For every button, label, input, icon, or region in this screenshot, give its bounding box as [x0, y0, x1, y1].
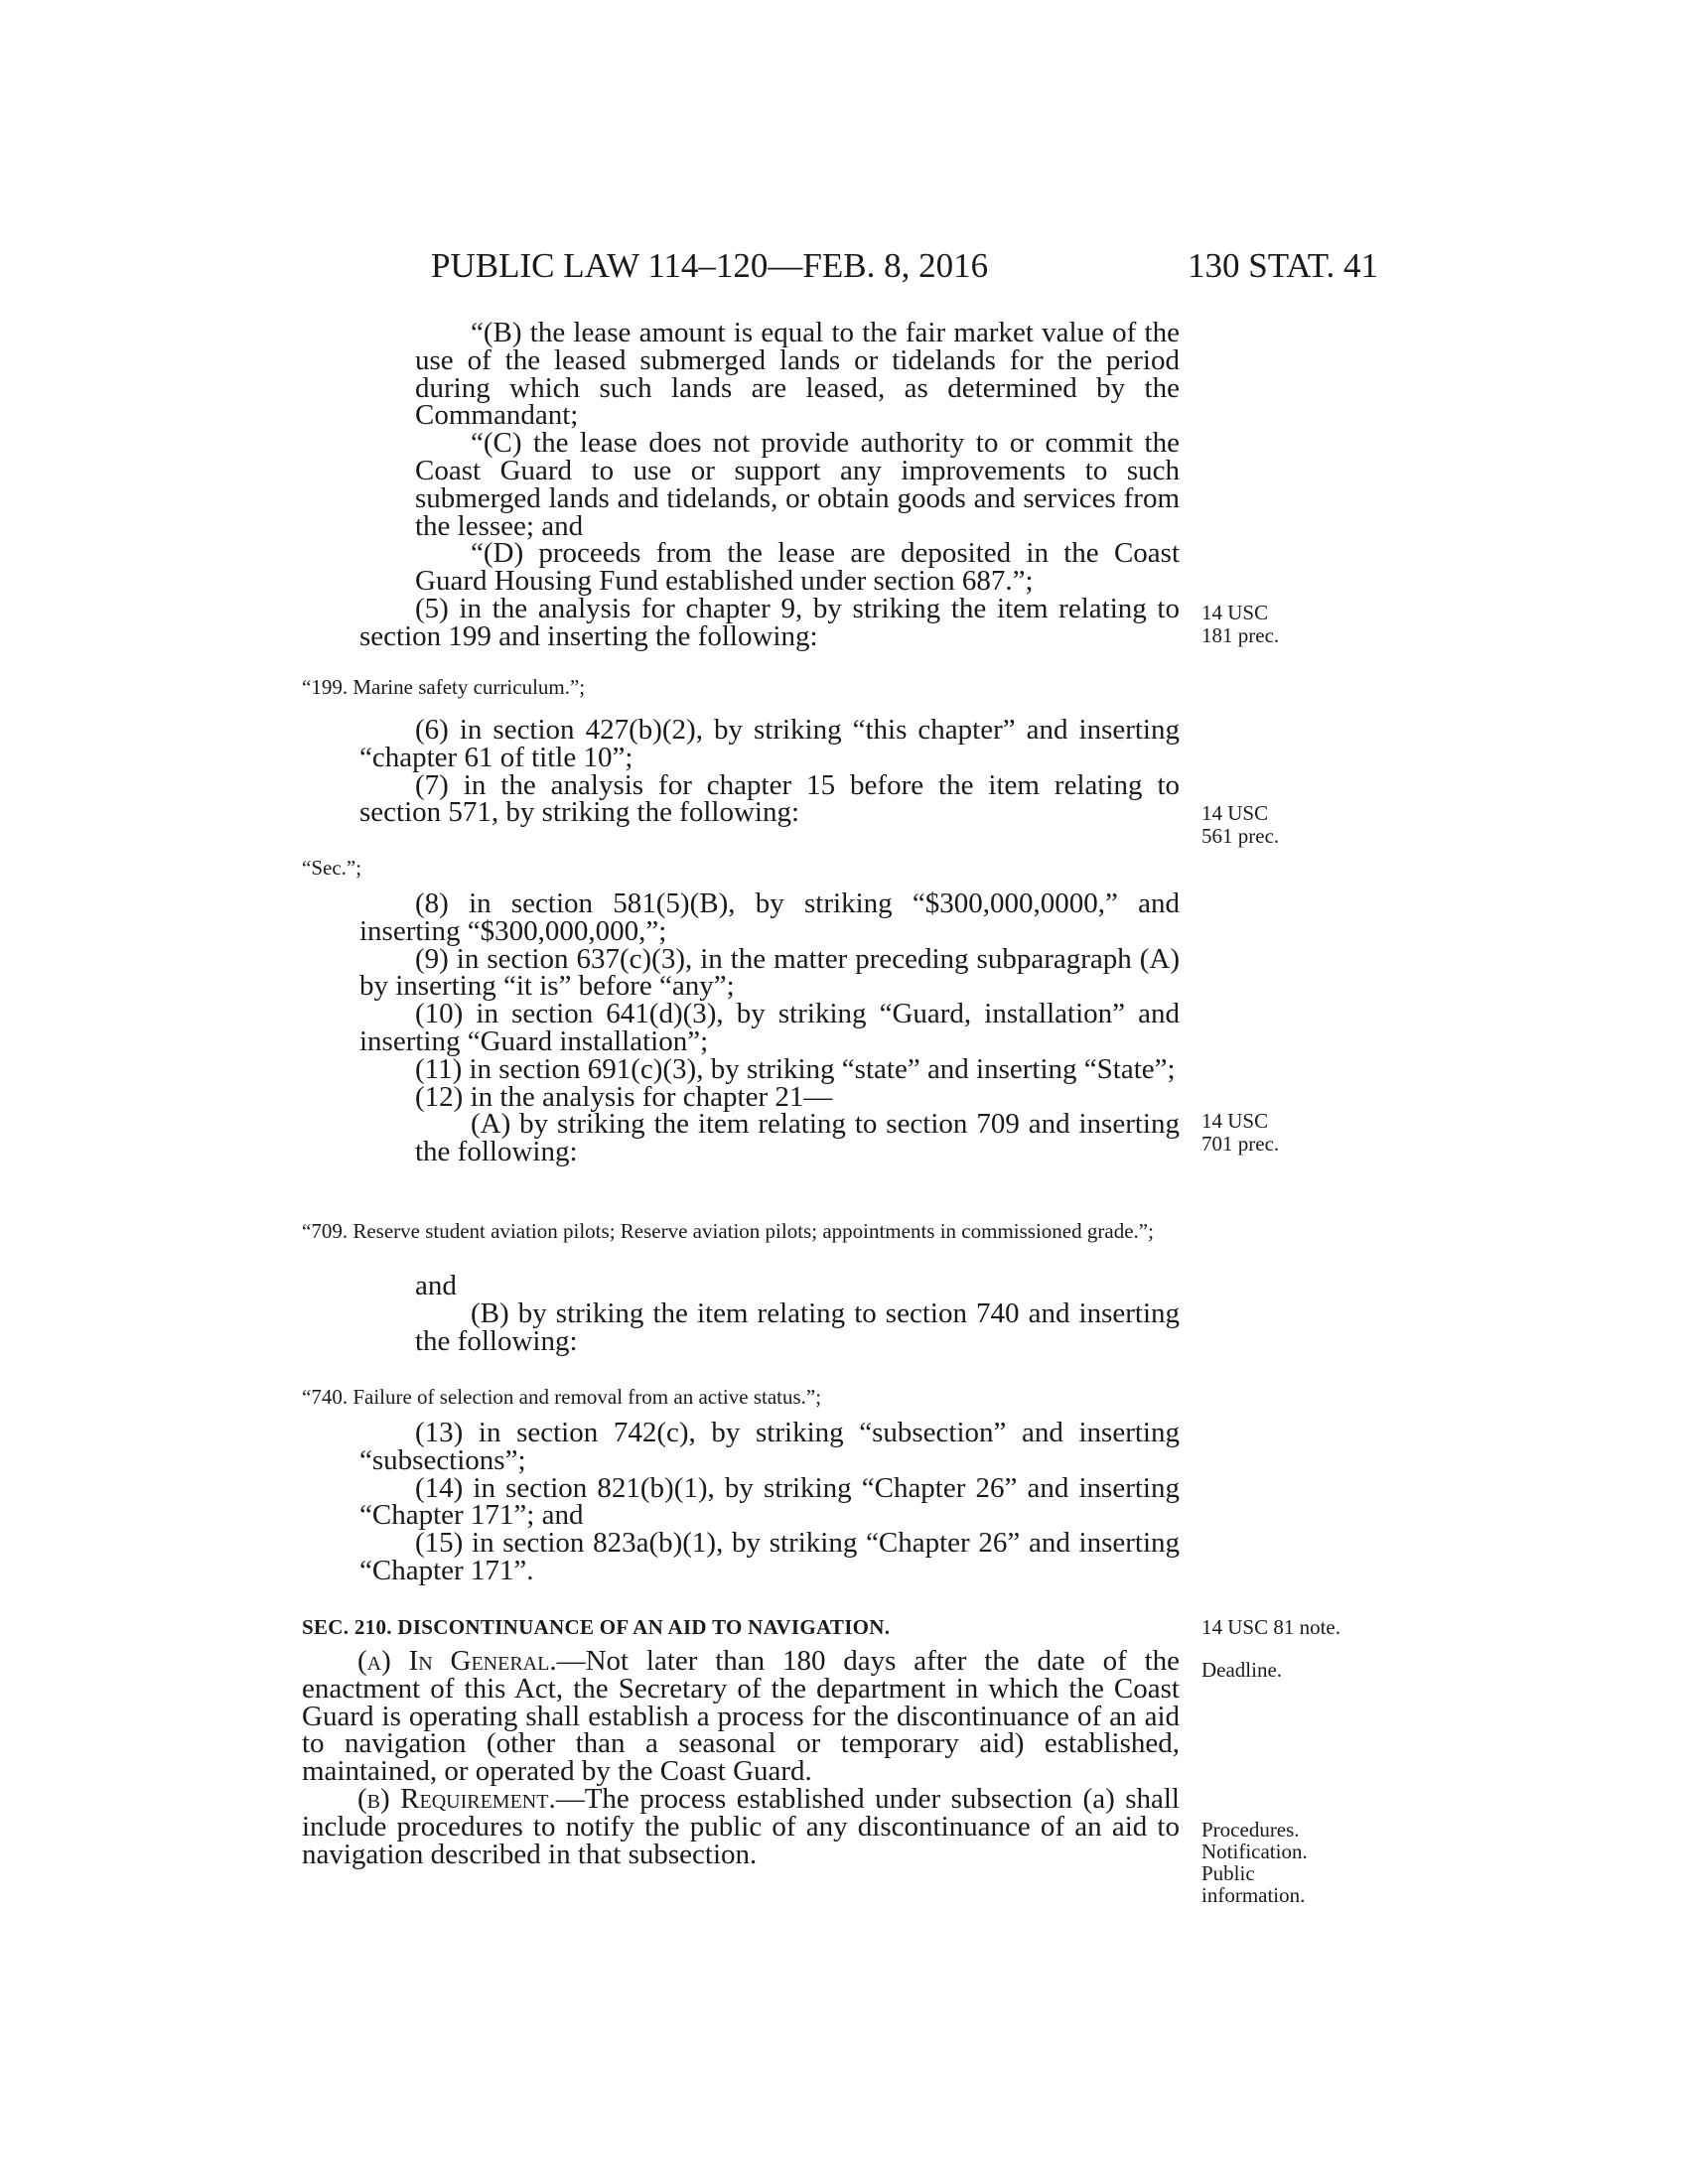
paragraph-11: (11) in section 691(c)(3), by striking “state” and inserting “State”; — [415, 1052, 1176, 1085]
margin-note-procedures — [1201, 1819, 1308, 1906]
inserted-item-740: “740. Failure of selection and removal from an active status.”; — [302, 1385, 822, 1409]
margin-note-line: Notification. — [1201, 1840, 1308, 1863]
subsection-a — [302, 1645, 1180, 1788]
section-heading: SEC. 210. DISCONTINUANCE OF AN AID TO NAVIGATION. — [302, 1615, 891, 1639]
clause-d: “(D) proceeds from the lease are deposited in the Coast Guard Housing Fund established under section 687.”; — [415, 537, 1180, 598]
margin-note-line: 14 USC — [1201, 801, 1269, 825]
margin-note-deadline: Deadline. — [1201, 1658, 1283, 1682]
subparagraph-a: (A) by striking the item relating to section 709 and inserting the following: — [415, 1108, 1180, 1168]
margin-note-181 — [1201, 602, 1279, 647]
paragraph-9: (9) in section 637(c)(3), in the matter preceding subparagraph (A) by inserting “it is” before “any”; — [359, 942, 1180, 1003]
subsection-a-text: —Not later than 180 days after the date of the enactment of this Act, the Secretary of the department in which the Coast Guard is operating shall establish a process for the discontinuance of an aid to navigation (other than a seasonal or temporary aid) established, maintained, or operated by the Coast Guard. — [302, 1645, 1180, 1788]
margin-note-701 — [1201, 1110, 1279, 1156]
clause-c: “(C) the lease does not provide authority to or commit the Coast Guard to use or support any improvements to such submerged lands and tidelands, or obtain goods and services from the lessee; and — [415, 427, 1180, 542]
paragraph-7: (7) in the analysis for chapter 15 before the item relating to section 571, by striking the following: — [359, 768, 1180, 829]
margin-note-line: Public — [1201, 1861, 1255, 1885]
body-block-3 — [359, 887, 1180, 1168]
margin-note-561 — [1201, 802, 1279, 848]
inserted-item-709-text: “709. Reserve student aviation pilots; Reserve aviation pilots; appointments in commissioned grade.”; — [302, 1219, 1154, 1243]
margin-note-line: 14 USC — [1201, 601, 1269, 624]
body-block-5 — [359, 1417, 1180, 1586]
subsection-b-label: (b) Requirement. — [357, 1782, 556, 1815]
subsection-b — [302, 1782, 1180, 1870]
margin-note-line: Procedures. — [1201, 1818, 1300, 1842]
paragraph-5: (5) in the analysis for chapter 9, by striking the item relating to section 199 and inserting the following: — [359, 592, 1180, 652]
paragraph-15: (15) in section 823a(b)(1), by striking “Chapter 26” and inserting “Chapter 171”. — [359, 1527, 1180, 1586]
margin-note-line: 14 USC — [1201, 1109, 1269, 1133]
margin-note-line: 181 prec. — [1201, 623, 1280, 647]
running-head-title: PUBLIC LAW 114–120—FEB. 8, 2016 — [431, 246, 989, 285]
subparagraph-b: (B) by striking the item relating to section 740 and inserting the following: — [415, 1297, 1180, 1357]
and-connector: and — [415, 1270, 457, 1301]
section-210-body — [302, 1645, 1180, 1870]
margin-note-line: 701 prec. — [1201, 1132, 1280, 1156]
paragraph-12: (12) in the analysis for chapter 21— — [415, 1080, 833, 1113]
clause-b: “(B) the lease amount is equal to the fair market value of the use of the leased submerged lands or tidelands for the period during which such lands are leased, as determined by the Commandant; — [415, 317, 1180, 432]
body-block-1 — [359, 317, 1180, 652]
body-block-4 — [359, 1270, 1180, 1357]
paragraph-10: (10) in section 641(d)(3), by striking “Guard, installation” and inserting “Guard installation”; — [359, 998, 1180, 1057]
paragraph-13: (13) in section 742(c), by striking “subsection” and inserting “subsections”; — [359, 1417, 1180, 1476]
margin-note-line: 561 prec. — [1201, 824, 1280, 848]
paragraph-6: (6) in section 427(b)(2), by striking “this chapter” and inserting “chapter 61 of title 10”; — [359, 714, 1180, 773]
margin-note-81: 14 USC 81 note. — [1201, 1615, 1341, 1639]
margin-note-line: information. — [1201, 1883, 1306, 1907]
paragraph-8: (8) in section 581(5)(B), by striking “$300,000,0000,” and inserting “$300,000,000,”; — [359, 887, 1180, 947]
subsection-b-text: —The process established under subsection (a) shall include procedures to notify the public of any discontinuance of an aid to navigation described in that subsection. — [302, 1782, 1180, 1870]
page-number: 130 STAT. 41 — [1188, 246, 1378, 285]
subsection-a-label: (a) In General. — [357, 1645, 557, 1677]
inserted-item-199: “199. Marine safety curriculum.”; — [302, 675, 586, 699]
paragraph-14: (14) in section 821(b)(1), by striking “Chapter 26” and inserting “Chapter 171”; and — [359, 1471, 1180, 1532]
inserted-item-709 — [302, 1219, 1180, 1243]
inserted-item-sec: “Sec.”; — [302, 856, 362, 880]
body-block-2 — [359, 714, 1180, 829]
